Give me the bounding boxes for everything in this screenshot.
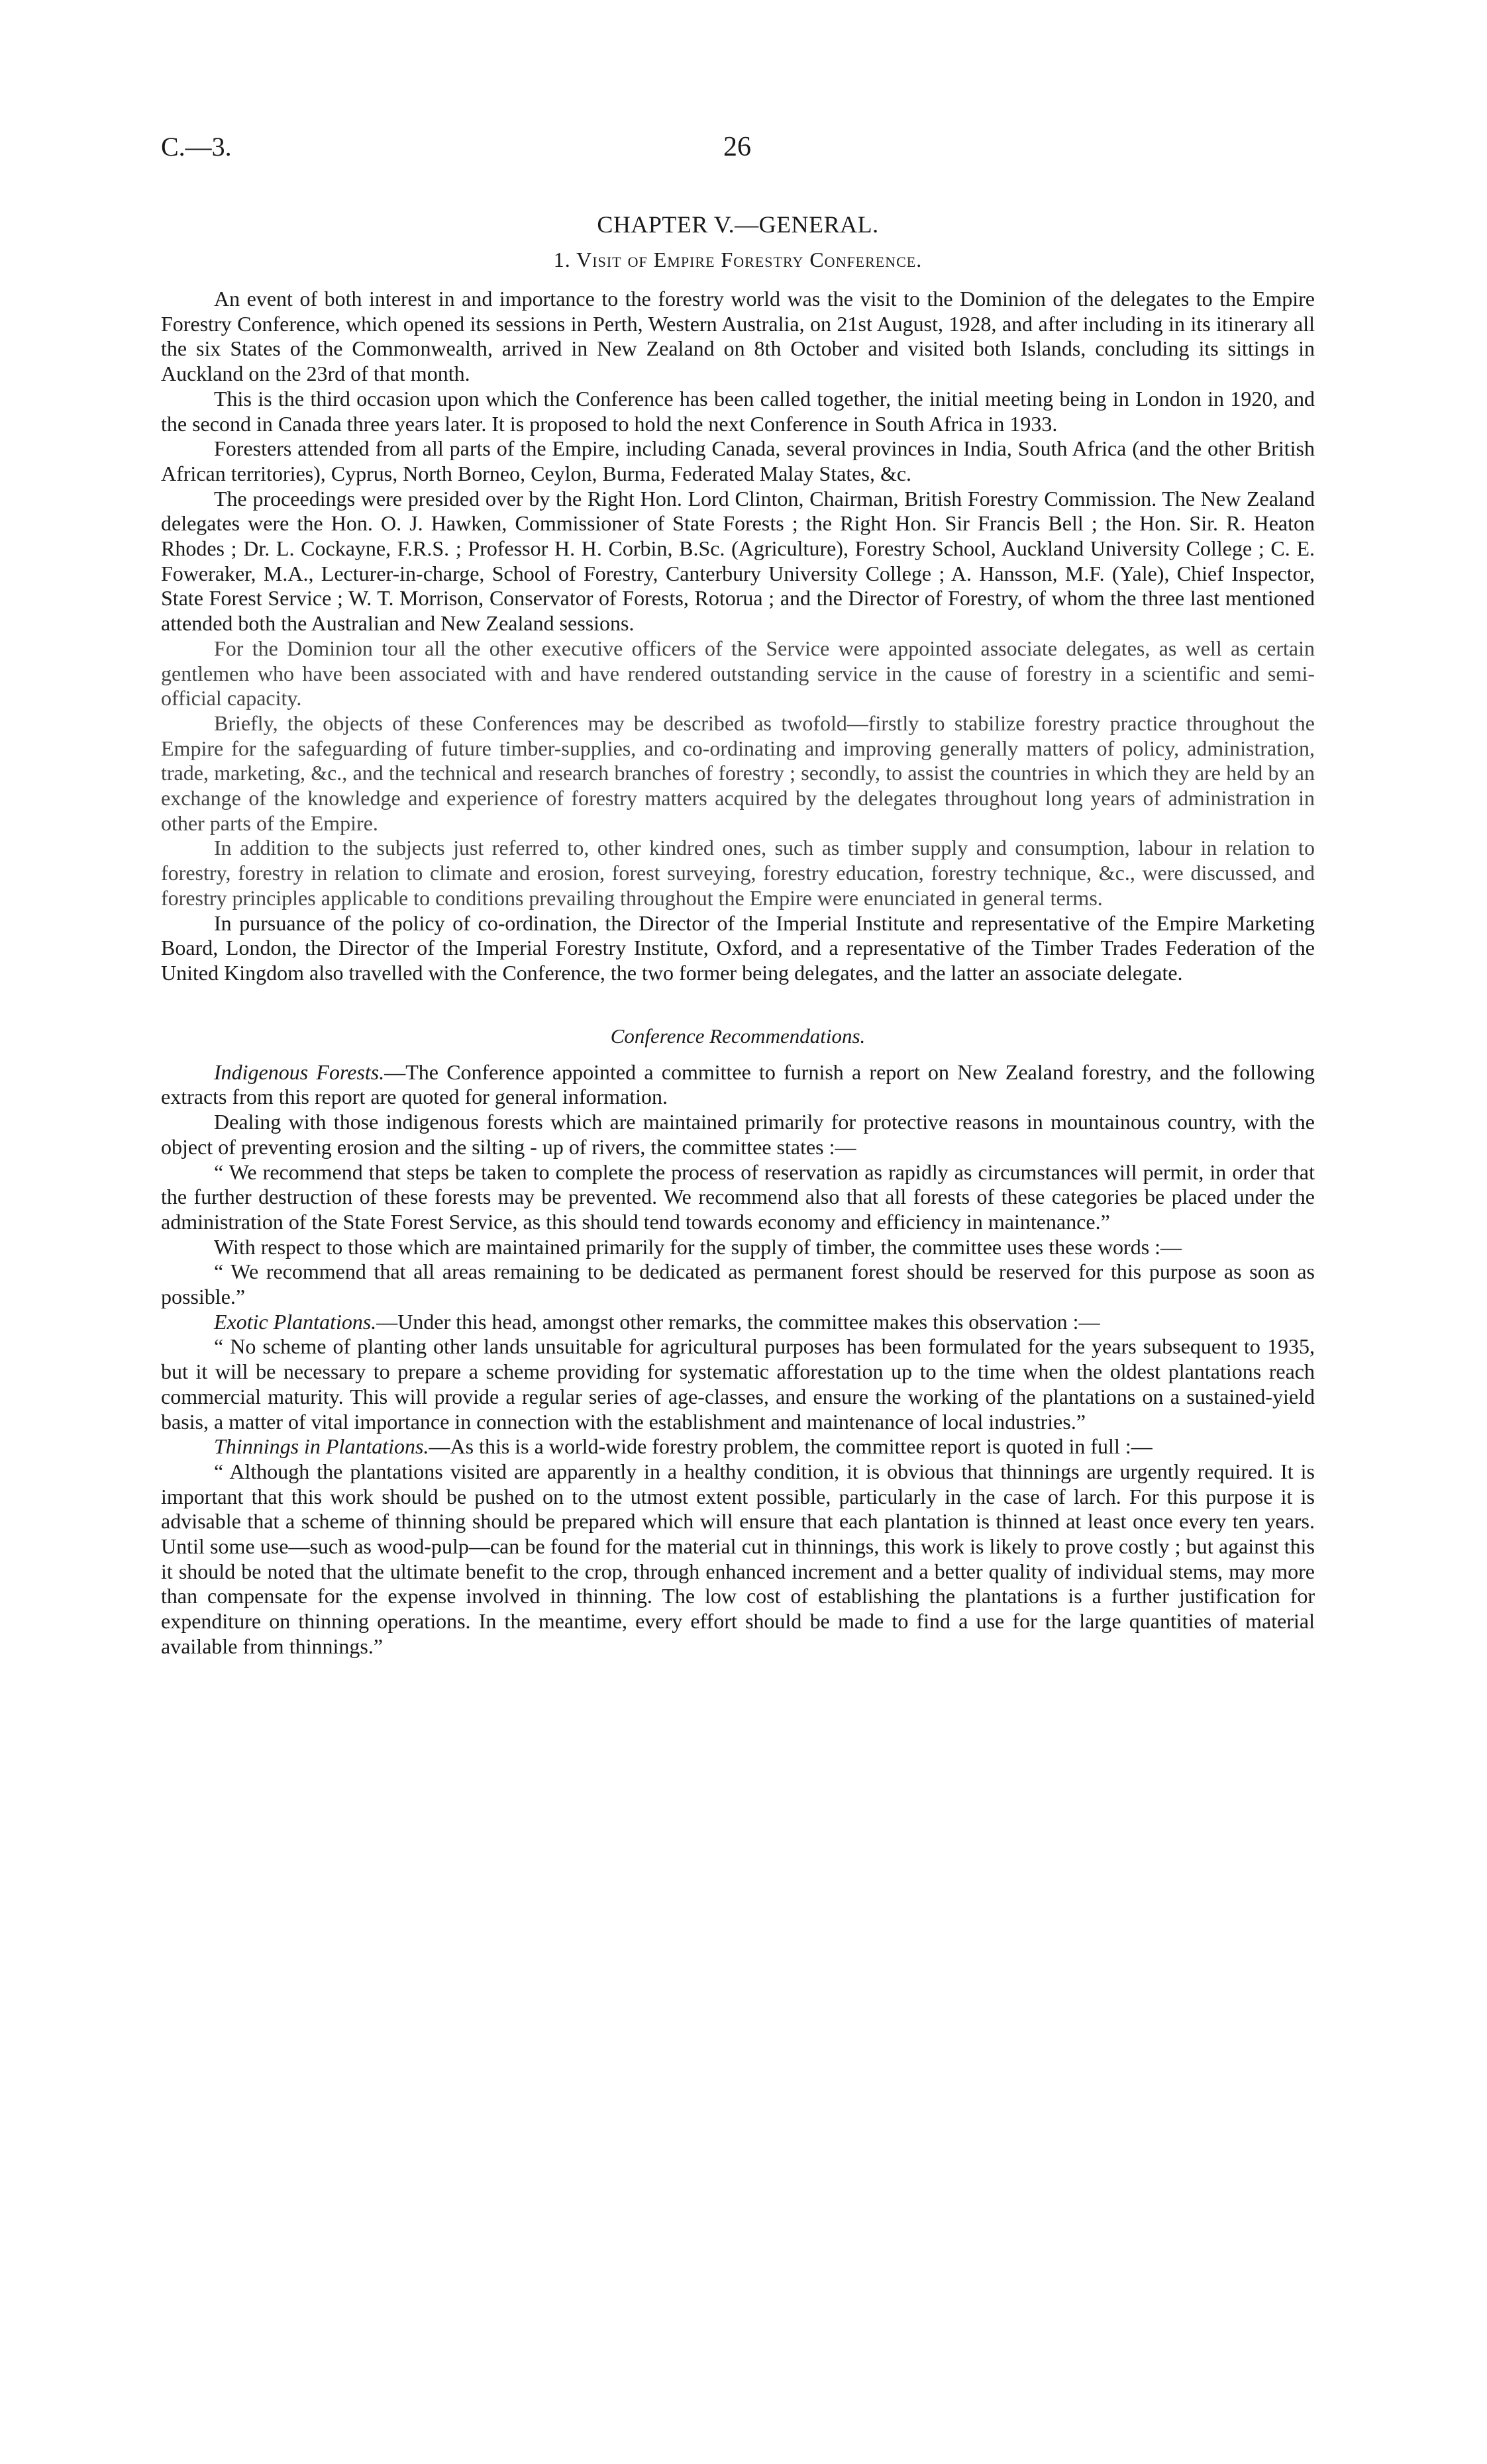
thinnings-text: —As this is a world-wide forestry problem, the committee report is quoted in full :— bbox=[429, 1434, 1153, 1459]
indigenous-forests-lead: Indigenous Forests. bbox=[214, 1060, 385, 1084]
committee-quote: “ We recommend that all areas remaining to be dedicated as permanent forest should be reserved for this purpose as soon as possible.” bbox=[161, 1259, 1315, 1309]
chapter-title: CHAPTER V.—GENERAL. bbox=[597, 211, 879, 238]
committee-quote: “ We recommend that steps be taken to complete the process of reservation as rapidly as circumstances will permit, in order that the further destruction of these forests may be prevented. We recommend also that all forests of these categories be placed under the administration of the State Forest Service, as this should tend towards economy and efficiency in maintenance.” bbox=[161, 1159, 1315, 1234]
document-reference: C.—3. bbox=[161, 132, 232, 162]
exotic-plantations-lead: Exotic Plantations. bbox=[214, 1309, 377, 1334]
paragraph: This is the third occasion upon which the Conference has been called together, the initial meeting being in London in 1920, and the second in Canada three years later. It is proposed to hold the next Conference in South Africa in 1933. bbox=[161, 386, 1315, 436]
page-number: 26 bbox=[723, 132, 751, 162]
paragraph: The proceedings were presided over by the Right Hon. Lord Clinton, Chairman, British Forestry Commission. The New Zealand delegates were the Hon. O. J. Hawken, Commissioner of State Forests ; the Right Hon. Sir Francis Bell ; the Hon. Sir. R. Heaton Rhodes ; Dr. L. Cockayne, F.R.S. ; Professor H. H. Corbin, B.Sc. (Agriculture), Forestry School, Auckland University College ; C. E. Foweraker, M.A., Lecturer-in-charge, School of Forestry, Canterbury University College ; A. Hansson, M.F. (Yale), Chief Inspector, State Forest Service ; W. T. Morrison, Conservator of Forests, Rotorua ; and the Director of Forestry, of whom the three last mentioned attended both the Australian and New Zealand sessions. bbox=[161, 486, 1315, 636]
section-heading: 1. Visit of Empire Forestry Conference. bbox=[553, 248, 923, 271]
paragraph: With respect to those which are maintained primarily for the supply of timber, the committee uses these words :— bbox=[214, 1234, 1182, 1259]
indigenous-forests-paragraph bbox=[161, 1060, 1315, 1110]
paragraph: In addition to the subjects just referred to, other kindred ones, such as timber supply and consumption, labour in relation to forestry, forestry in relation to climate and erosion, forest surveying, forestry education, forestry technique, &c., were discussed, and forestry principles applicable to conditions prevailing throughout the Empire were enunciated in general terms. bbox=[161, 836, 1315, 910]
exotic-plantations-paragraph bbox=[161, 1310, 1315, 1335]
paragraph: An event of both interest in and importance to the forestry world was the visit to the Dominion of the delegates to the Empire Forestry Conference, which opened its sessions in Perth, Western Australia, on 21st August, 1928, and after including in its itinerary all the six States of the Commonwealth, arrived in New Zealand on 8th October and visited both Islands, concluding its sittings in Auckland on the 23rd of that month. bbox=[161, 287, 1315, 386]
thinnings-lead: Thinnings in Plantations. bbox=[214, 1434, 429, 1459]
paragraph: Briefly, the objects of these Conferences may be described as twofold—firstly to stabilize forestry practice throughout the Empire for the safeguarding of future timber-supplies, and co-ordinating and improving generally matters of policy, administration, trade, marketing, &c., and the technical and research branches of forestry ; secondly, to assist the countries in which they are held by an exchange of the knowledge and experience of forestry matters acquired by the delegates throughout long years of administration in other parts of the Empire. bbox=[161, 711, 1315, 835]
paragraph: In pursuance of the policy of co-ordination, the Director of the Imperial Institute and representative of the Empire Marketing Board, London, the Director of the Imperial Forestry Institute, Oxford, and a representative of the Timber Trades Federation of the United Kingdom also travelled with the Conference, the two former being delegates, and the latter an associate delegate. bbox=[161, 911, 1315, 985]
thinnings-paragraph bbox=[161, 1434, 1315, 1459]
paragraph: For the Dominion tour all the other executive officers of the Service were appointed associate delegates, as well as certain gentlemen who have been associated with and have rendered outstanding service in the cause of forestry in a scientific and semi-official capacity. bbox=[161, 636, 1315, 711]
page-content bbox=[161, 211, 1315, 1659]
exotic-plantations-text: —Under this head, amongst other remarks, the committee makes this observation :— bbox=[376, 1309, 1100, 1334]
recommendations-heading: Conference Recommendations. bbox=[610, 1024, 866, 1048]
committee-quote: “ Although the plantations visited are apparently in a healthy condition, it is obvious that thinnings are urgently required. It is important that this work should be pushed on to the utmost extent possible, particularly in the case of larch. For this purpose it is advisable that a scheme of thinning should be prepared which will ensure that each plantation is thinned at least once every ten years. Until some use—such as wood-pulp—can be found for the material cut in thinnings, this work is likely to prove costly ; but against this it should be noted that the ultimate benefit to the crop, through enhanced increment and a better quality of individual stems, may more than compensate for the expense involved in thinning. The low cost of establishing the plantations is a further justification for expenditure on thinning operations. In the meantime, every effort should be made to find a use for the large quantities of material available from thinnings.” bbox=[161, 1459, 1315, 1658]
paragraph: Dealing with those indigenous forests which are maintained primarily for protective reasons in mountainous country, with the object of preventing erosion and the silting - up of rivers, the committee states :— bbox=[161, 1110, 1315, 1159]
committee-quote: “ No scheme of planting other lands unsuitable for agricultural purposes has been formulated for the years subsequent to 1935, but it will be necessary to prepare a scheme providing for systematic afforestation up to the time when the oldest plantations reach commercial maturity. This will provide a regular series of age-classes, and ensure the working of the plantations on a sustained-yield basis, a matter of vital importance in connection with the establishment and maintenance of local industries.” bbox=[161, 1334, 1315, 1434]
indigenous-forests-text: —The Conference appointed a committee to furnish a report on New Zealand forestry, and the following extracts from this report are quoted for general information. bbox=[161, 1060, 1315, 1109]
paragraph: Foresters attended from all parts of the Empire, including Canada, several provinces in India, South Africa (and the other British African territories), Cyprus, North Borneo, Ceylon, Burma, Federated Malay States, &c. bbox=[161, 436, 1315, 485]
